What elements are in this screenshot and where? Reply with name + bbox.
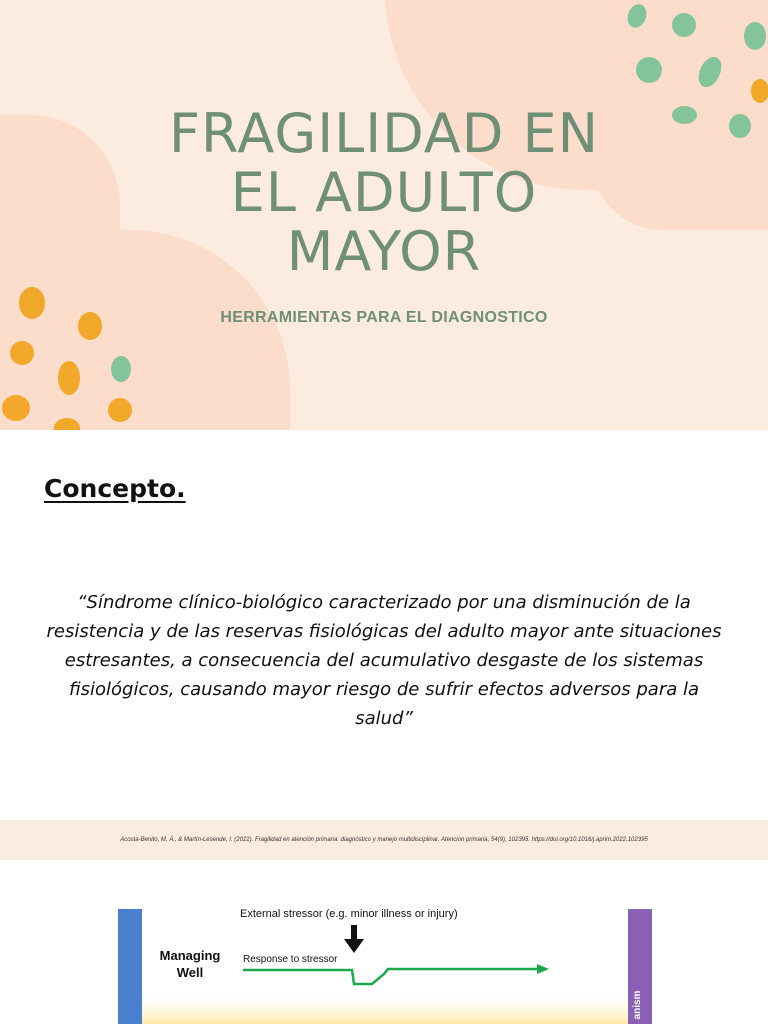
diagram-slide xyxy=(0,860,768,1024)
concept-slide xyxy=(0,430,768,820)
concept-quote: “Síndrome clínico-biológico caracterizado por una disminución de la resistencia y de las reservas fisiológicas del adulto mayor ante situaciones estresantes, a consecuencia del acumulativo desgaste de los sistemas fisiológicos, causando mayor riesgo de sufrir efectos adversos para la salud” xyxy=(46,592,722,729)
managing-well-label: Managing Well xyxy=(159,948,221,980)
decorative-dot xyxy=(636,57,662,83)
left-blue-bar xyxy=(118,909,142,1024)
decorative-dot xyxy=(744,22,766,50)
citation-strip xyxy=(0,820,768,860)
stressor-label: External stressor (e.g. minor illness or injury) xyxy=(240,908,458,920)
title-slide xyxy=(0,0,768,430)
decorative-dot xyxy=(19,287,45,319)
stressor-arrow xyxy=(344,925,364,953)
decorative-dot xyxy=(58,361,80,395)
decorative-dot xyxy=(729,114,751,138)
title-line: EL ADULTO xyxy=(230,161,538,224)
page-subtitle: HERRAMIENTAS PARA EL DIAGNOSTICO xyxy=(220,309,548,326)
title-line: MAYOR xyxy=(286,220,482,283)
response-line xyxy=(243,964,549,984)
citation-text: Acosta-Benito, M. Á., & Martín-Lesende, I. (2022). Fragilidad en atención primaria: diagnóstico y manejo multidisciplinar. Atencion primaria, 54(9), 102395. https://doi.org/10.1016/j.aprim.2022.102395 xyxy=(120,837,648,843)
decorative-dot xyxy=(108,398,132,422)
right-bar-label: anism xyxy=(632,990,643,1020)
decorative-dot xyxy=(751,79,768,103)
response-label: Response to stressor xyxy=(243,954,338,965)
yellow-band xyxy=(142,996,628,1024)
decorative-dot xyxy=(2,395,30,421)
decorative-dot xyxy=(111,356,131,382)
decorative-dot xyxy=(10,341,34,365)
page-title xyxy=(134,104,634,281)
decorative-dot xyxy=(672,13,696,37)
concept-heading: Concepto. xyxy=(44,474,186,503)
decorative-dot xyxy=(672,106,697,124)
title-line: FRAGILIDAD EN xyxy=(169,102,599,165)
decorative-dot xyxy=(78,312,102,340)
